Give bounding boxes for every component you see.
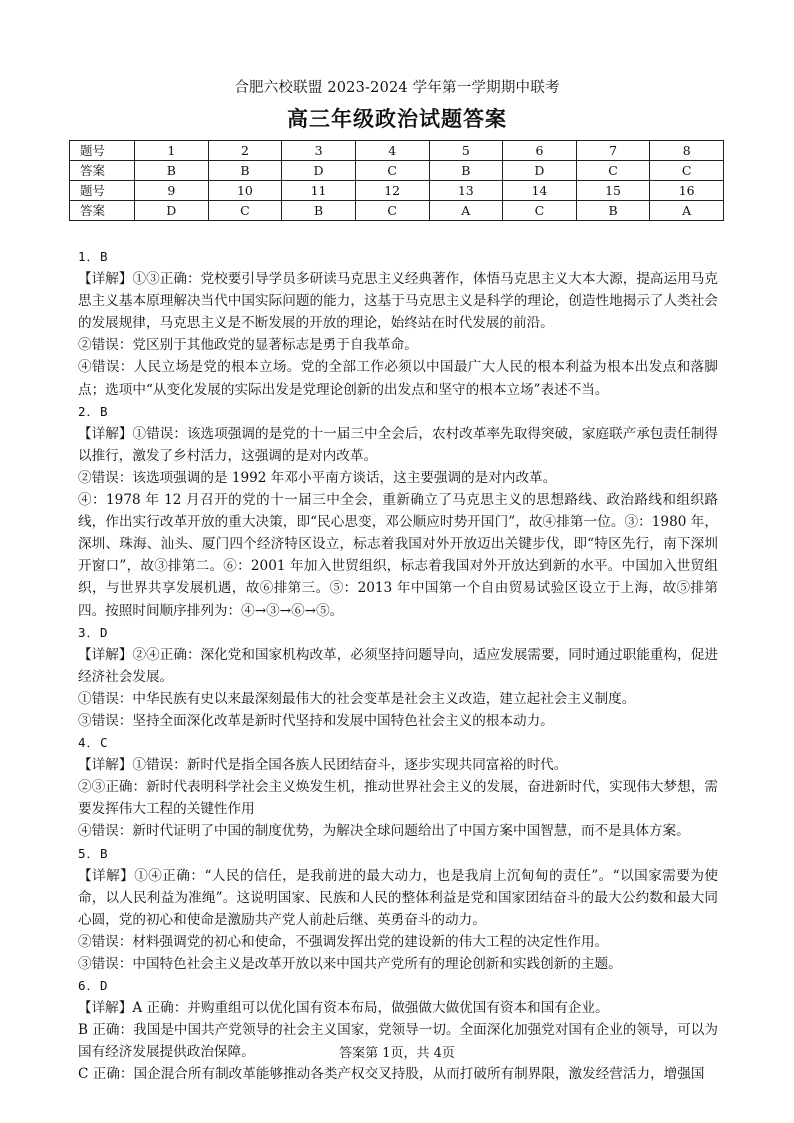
explanation-line: ④：1978 年 12 月召开的党的十一届三中全会，重新确立了马克思主义的思想路线、政治路线和组织路线，作出实行改革开放的重大决策，即“民心思变，邓公顺应时势开国门”，故④排第一位。③：1980 年，深圳、珠海、汕头、厦门四个经济特区设立，标志着我国对外开放迈出关键步伐，即“特区先行，南下深圳开窗口”，故③排第二。⑥：2001 年加入世贸组织，标志着我国对外开放达到新的水平。中国加入世贸组织，与世界共享发展机遇，故⑥排第三。⑤：2013 年中国第一个自由贸易试验区设立于上海，故⑤排第四。按照时间顺序排列为：④→③→⑥→⑤。 [78, 492, 718, 619]
explanation-line: ②错误：党区别于其他政党的显著标志是勇于自我革命。 [78, 337, 418, 354]
row-header: 题号 [70, 181, 135, 201]
table-cell: B [429, 161, 503, 181]
explanation-line: 【详解】①错误：新时代是指全国各族人民团结奋斗，逐步实现共同富裕的时代。 [78, 757, 568, 774]
table-cell: 2 [208, 141, 282, 161]
table-row [70, 141, 724, 161]
table-cell: C [208, 201, 282, 221]
explanation-line: ②错误：该选项强调的是 1992 年邓小平南方谈话，这主要强调的是对内改革。 [78, 469, 557, 486]
table-cell: 7 [576, 141, 650, 161]
table-cell: C [650, 161, 724, 181]
table-cell: 16 [650, 181, 724, 201]
exam-subtitle: 合肥六校联盟 2023-2024 学年第一学期期中联考 [234, 80, 560, 96]
explanation-line: ④错误：人民立场是党的根本立场。党的全部工作必须以中国最广大人民的根本利益为根本出发点和落脚点；选项中“从变化发展的实际出发是党理论创新的出发点和坚守的根本立场”表述不当。 [78, 359, 718, 398]
question-number: 4．C [78, 735, 109, 751]
table-cell: B [208, 161, 282, 181]
table-cell: D [282, 161, 356, 181]
explanation-line: ②错误：材料强调党的初心和使命，不强调发挥出党的建设新的伟大工程的决定性作用。 [78, 933, 609, 950]
table-cell: 15 [576, 181, 650, 201]
explanation-line: 【详解】①③正确：党校要引导学员多研读马克思主义经典著作，体悟马克思主义大本大源，提高运用马克思主义基本原理解决当代中国实际问题的能力，这基于马克思主义是科学的理论，创造性地揭示了人类社会的发展规律，马克思主义是不断发展的开放的理论，始终站在时代发展的前沿。 [78, 271, 718, 332]
table-cell: D [135, 201, 209, 221]
table-row [70, 161, 724, 181]
page-title: 高三年级政治试题答案 [287, 107, 507, 131]
row-header: 答案 [70, 201, 135, 221]
explanation-line: ①错误：中华民族有史以来最深刻最伟大的社会变革是社会主义改造，建立起社会主义制度。 [78, 690, 636, 707]
row-header: 答案 [70, 161, 135, 181]
table-cell: C [355, 161, 429, 181]
table-cell: A [650, 201, 724, 221]
table-cell: 11 [282, 181, 356, 201]
table-cell: 12 [355, 181, 429, 201]
explanation-line: ③错误：中国特色社会主义是改革开放以来中国共产党所有的理论创新和实践创新的主题。 [78, 956, 622, 972]
table-cell: 4 [355, 141, 429, 161]
explanation-line: ②③正确：新时代表明科学社会主义焕发生机，推动世界社会主义的发展，奋进新时代，实现伟大梦想，需要发挥伟大工程的关键性作用 [78, 779, 718, 818]
table-cell: C [503, 201, 577, 221]
explanation-line: 【详解】①错误：该选项强调的是党的十一届三中全会后，农村改革率先取得突破，家庭联产承包责任制得以推行，激发了乡村活力，这强调的是对内改革。 [78, 425, 718, 464]
table-cell: 5 [429, 141, 503, 161]
table-row [70, 181, 724, 201]
table-cell: B [135, 161, 209, 181]
row-header: 题号 [70, 141, 135, 161]
question-number: 1．B [78, 249, 109, 264]
table-cell: D [503, 161, 577, 181]
question-number: 3．D [78, 624, 109, 640]
table-cell: C [576, 161, 650, 181]
table-cell: B [282, 201, 356, 221]
explanation-line: B 正确：我国是中国共产党领导的社会主义国家，党领导一切。全面深化加强党对国有企业的领导，可以为国有经济发展提供政治保障。 [78, 1022, 718, 1061]
explanation-line: 【详解】①④正确：“人民的信任，是我前进的最大动力，也是我肩上沉甸甸的责任”。“以国家需要为使命，以人民利益为准绳”。这说明国家、民族和人民的整体利益是党和国家团结奋斗的最大公约数和最大同心圆，党的初心和使命是激励共产党人前赴后继、英勇奋斗的动力。 [78, 867, 718, 928]
explanation-line: 【详解】A 正确：并购重组可以优化国有资本布局，做强做大做优国有资本和国有企业。 [78, 1000, 609, 1017]
table-cell: C [355, 201, 429, 221]
question-number: 5．B [78, 845, 109, 861]
question-number: 2．B [78, 403, 109, 419]
explanation-line: ③错误：坚持全面深化改革是新时代坚持和发展中国特色社会主义的根本动力。 [78, 712, 554, 729]
table-cell: B [576, 201, 650, 221]
table-cell: 6 [503, 141, 577, 161]
explanation-line: C 正确：国企混合所有制改革能够推动各类产权交叉持股，从而打破所有制界限，激发经营活力，增强国 [78, 1066, 705, 1083]
table-cell: 9 [135, 181, 209, 201]
answer-table [69, 140, 724, 221]
table-cell: 14 [503, 181, 577, 201]
table-cell: 10 [208, 181, 282, 201]
table-cell: 1 [135, 141, 209, 161]
table-row [70, 201, 724, 221]
table-cell: 13 [429, 181, 503, 201]
table-cell: 3 [282, 141, 356, 161]
table-cell: A [429, 201, 503, 221]
page-footer: 答案第 1页，共 4页 [339, 1046, 455, 1061]
explanation-line: 【详解】②④正确：深化党和国家机构改革，必须坚持问题导向，适应发展需要，同时通过职能重构，促进经济社会发展。 [78, 646, 718, 685]
question-number: 6．D [78, 978, 109, 994]
table-cell: 8 [650, 141, 724, 161]
explanations [78, 246, 718, 1086]
explanation-line: ④错误：新时代证明了中国的制度优势，为解决全球问题给出了中国方案中国智慧，而不是具体方案。 [78, 823, 690, 840]
